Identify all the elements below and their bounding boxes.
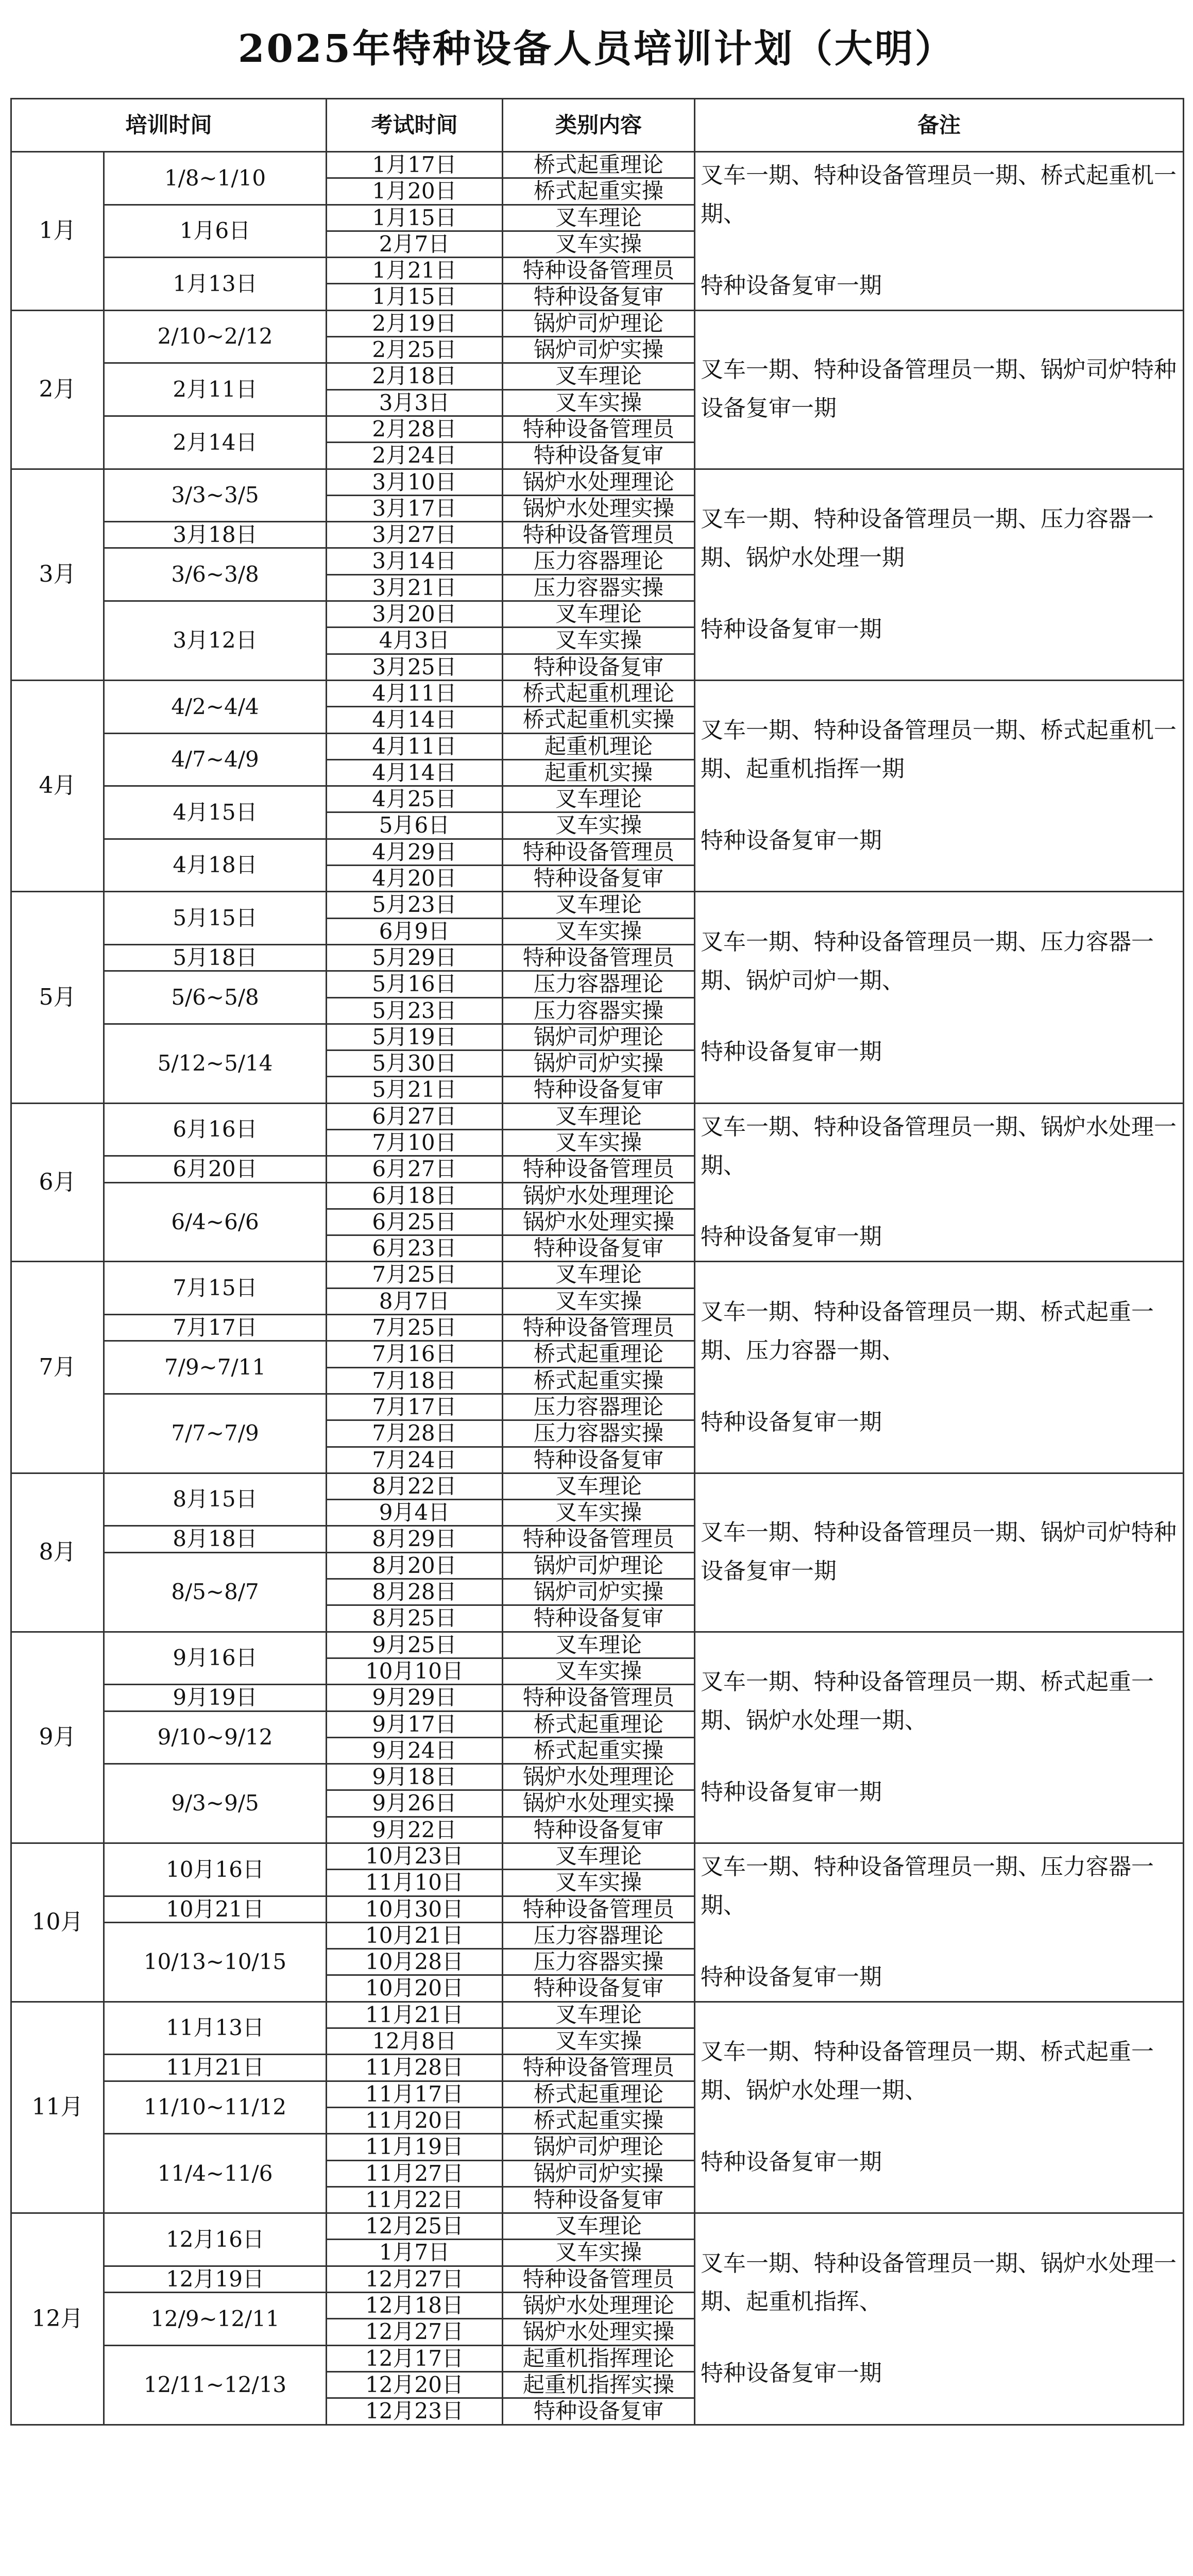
- exam-date-cell: 10月28日: [327, 1949, 503, 1975]
- exam-date-cell: 10月30日: [327, 1896, 503, 1922]
- notes-spacer: [701, 2110, 1178, 2143]
- notes-line: 叉车一期、特种设备管理员一期、桥式起重一期、锅炉水处理一期、: [701, 1669, 1154, 1734]
- category-cell: 特种设备复审: [503, 1975, 695, 2002]
- category-cell: 特种设备复审: [503, 654, 695, 680]
- category-cell: 特种设备管理员: [503, 2055, 695, 2081]
- category-cell: 压力容器理论: [503, 1922, 695, 1948]
- exam-date-cell: 1月15日: [327, 284, 503, 310]
- category-cell: 特种设备复审: [503, 866, 695, 892]
- exam-date-cell: 12月8日: [327, 2028, 503, 2055]
- training-time-cell: 10月21日: [104, 1896, 327, 1922]
- table-row: [11, 1262, 1184, 1288]
- category-cell: 锅炉司炉理论: [503, 1024, 695, 1050]
- notes-line: 叉车一期、特种设备管理员一期、桥式起重一期、锅炉水处理一期、: [701, 2039, 1154, 2104]
- table-row: [11, 680, 1184, 706]
- notes-line: 特种设备复审一期: [701, 616, 882, 642]
- training-time-cell: 2/10~2/12: [104, 310, 327, 363]
- table-row: [11, 892, 1184, 918]
- exam-date-cell: 2月19日: [327, 310, 503, 336]
- exam-date-cell: 8月20日: [327, 1552, 503, 1579]
- notes-spacer: [701, 1185, 1178, 1218]
- category-cell: 特种设备管理员: [503, 522, 695, 548]
- exam-date-cell: 10月20日: [327, 1975, 503, 2002]
- notes-cell: [695, 2213, 1184, 2425]
- notes-line: 叉车一期、特种设备管理员一期、桥式起重机一期、: [701, 162, 1177, 227]
- notes-spacer: [701, 1925, 1178, 1958]
- training-time-cell: 8月18日: [104, 1526, 327, 1552]
- header-notes: 备注: [695, 99, 1184, 152]
- notes-line: 叉车一期、特种设备管理员一期、锅炉司炉特种设备复审一期: [701, 1519, 1177, 1585]
- notes-spacer: [701, 1740, 1178, 1773]
- training-time-cell: 10月16日: [104, 1843, 327, 1896]
- category-cell: 特种设备复审: [503, 443, 695, 469]
- notes-cell: [695, 2002, 1184, 2213]
- training-time-cell: 4月15日: [104, 786, 327, 839]
- month-cell: 12月: [11, 2213, 104, 2425]
- exam-date-cell: 6月18日: [327, 1182, 503, 1209]
- exam-date-cell: 9月22日: [327, 1817, 503, 1843]
- exam-date-cell: 2月24日: [327, 443, 503, 469]
- category-cell: 叉车实操: [503, 1500, 695, 1526]
- training-time-cell: 9/3~9/5: [104, 1764, 327, 1843]
- exam-date-cell: 11月10日: [327, 1870, 503, 1896]
- notes-spacer: [701, 234, 1178, 267]
- exam-date-cell: 7月18日: [327, 1367, 503, 1394]
- category-cell: 特种设备管理员: [503, 1526, 695, 1552]
- category-cell: 锅炉司炉实操: [503, 337, 695, 363]
- exam-date-cell: 1月20日: [327, 178, 503, 205]
- exam-date-cell: 7月28日: [327, 1420, 503, 1447]
- notes-line: 叉车一期、特种设备管理员一期、桥式起重一期、压力容器一期、: [701, 1298, 1154, 1364]
- notes-spacer: [701, 578, 1178, 611]
- category-cell: 特种设备复审: [503, 2398, 695, 2425]
- exam-date-cell: 6月23日: [327, 1235, 503, 1262]
- notes-line: 叉车一期、特种设备管理员一期、压力容器一期、锅炉司炉一期、: [701, 928, 1154, 994]
- exam-date-cell: 12月27日: [327, 2266, 503, 2292]
- notes-cell: [695, 1103, 1184, 1262]
- exam-date-cell: 3月20日: [327, 601, 503, 628]
- training-time-cell: 7月15日: [104, 1262, 327, 1315]
- notes-spacer: [701, 789, 1178, 822]
- exam-date-cell: 12月18日: [327, 2293, 503, 2319]
- training-time-cell: 8月15日: [104, 1473, 327, 1526]
- training-time-cell: 12月16日: [104, 2213, 327, 2266]
- category-cell: 叉车实操: [503, 2240, 695, 2266]
- page-title: 2025年特种设备人员培训计划（大明）: [238, 27, 955, 71]
- category-cell: 特种设备复审: [503, 1235, 695, 1262]
- exam-date-cell: 6月25日: [327, 1209, 503, 1235]
- category-cell: 特种设备管理员: [503, 2266, 695, 2292]
- month-cell: 11月: [11, 2002, 104, 2213]
- training-time-cell: 2月14日: [104, 416, 327, 469]
- month-cell: 4月: [11, 680, 104, 891]
- month-cell: 6月: [11, 1103, 104, 1262]
- exam-date-cell: 4月14日: [327, 759, 503, 786]
- exam-date-cell: 7月10日: [327, 1129, 503, 1156]
- category-cell: 叉车实操: [503, 628, 695, 654]
- training-time-cell: 3/3~3/5: [104, 469, 327, 522]
- category-cell: 桥式起重实操: [503, 178, 695, 205]
- exam-date-cell: 7月25日: [327, 1315, 503, 1341]
- exam-date-cell: 6月27日: [327, 1156, 503, 1182]
- notes-line: 特种设备复审一期: [701, 1409, 882, 1435]
- notes-line: 叉车一期、特种设备管理员一期、锅炉司炉特种设备复审一期: [701, 357, 1177, 422]
- training-time-cell: 11/10~11/12: [104, 2081, 327, 2134]
- category-cell: 叉车实操: [503, 1288, 695, 1314]
- training-time-cell: 10/13~10/15: [104, 1922, 327, 2002]
- exam-date-cell: 8月7日: [327, 1288, 503, 1314]
- notes-line: 特种设备复审一期: [701, 272, 882, 299]
- category-cell: 桥式起重实操: [503, 1367, 695, 1394]
- category-cell: 特种设备管理员: [503, 416, 695, 442]
- notes-cell: [695, 469, 1184, 680]
- category-cell: 叉车理论: [503, 1262, 695, 1288]
- exam-date-cell: 7月24日: [327, 1447, 503, 1473]
- table-row: [11, 1632, 1184, 1658]
- category-cell: 特种设备复审: [503, 1077, 695, 1103]
- training-time-cell: 6/4~6/6: [104, 1182, 327, 1262]
- training-time-cell: 3月18日: [104, 522, 327, 548]
- exam-date-cell: 2月25日: [327, 337, 503, 363]
- notes-line: 特种设备复审一期: [701, 1039, 882, 1065]
- training-time-cell: 5月18日: [104, 944, 327, 971]
- exam-date-cell: 11月20日: [327, 2107, 503, 2133]
- category-cell: 桥式起重机实操: [503, 707, 695, 733]
- exam-date-cell: 11月21日: [327, 2002, 503, 2028]
- exam-date-cell: 9月29日: [327, 1685, 503, 1711]
- exam-date-cell: 4月20日: [327, 866, 503, 892]
- exam-date-cell: 12月17日: [327, 2345, 503, 2371]
- schedule-table: [10, 98, 1184, 2426]
- category-cell: 叉车实操: [503, 1870, 695, 1896]
- table-row: [11, 1103, 1184, 1129]
- exam-date-cell: 11月28日: [327, 2055, 503, 2081]
- header-category: 类别内容: [503, 99, 695, 152]
- exam-date-cell: 3月27日: [327, 522, 503, 548]
- category-cell: 压力容器理论: [503, 548, 695, 574]
- exam-date-cell: 2月18日: [327, 363, 503, 389]
- exam-date-cell: 3月3日: [327, 389, 503, 416]
- category-cell: 锅炉水处理实操: [503, 495, 695, 521]
- category-cell: 叉车实操: [503, 812, 695, 839]
- exam-date-cell: 1月15日: [327, 205, 503, 231]
- category-cell: 锅炉水处理理论: [503, 1182, 695, 1209]
- exam-date-cell: 1月7日: [327, 2240, 503, 2266]
- category-cell: 叉车理论: [503, 1103, 695, 1129]
- exam-date-cell: 5月19日: [327, 1024, 503, 1050]
- category-cell: 压力容器实操: [503, 997, 695, 1024]
- exam-date-cell: 5月16日: [327, 971, 503, 997]
- category-cell: 锅炉司炉实操: [503, 1579, 695, 1605]
- exam-date-cell: 4月25日: [327, 786, 503, 812]
- exam-date-cell: 3月10日: [327, 469, 503, 495]
- exam-date-cell: 9月26日: [327, 1790, 503, 1817]
- category-cell: 锅炉司炉理论: [503, 2134, 695, 2160]
- exam-date-cell: 3月21日: [327, 574, 503, 601]
- exam-date-cell: 4月29日: [327, 839, 503, 865]
- training-time-cell: 4/2~4/4: [104, 680, 327, 733]
- category-cell: 叉车理论: [503, 1632, 695, 1658]
- training-time-cell: 1/8~1/10: [104, 152, 327, 205]
- table-row: [11, 2002, 1184, 2028]
- category-cell: 特种设备复审: [503, 1447, 695, 1473]
- exam-date-cell: 8月29日: [327, 1526, 503, 1552]
- training-time-cell: 7/9~7/11: [104, 1341, 327, 1394]
- category-cell: 锅炉司炉实操: [503, 2160, 695, 2187]
- category-cell: 起重机理论: [503, 733, 695, 759]
- category-cell: 特种设备管理员: [503, 1315, 695, 1341]
- category-cell: 桥式起重理论: [503, 2081, 695, 2107]
- category-cell: 叉车实操: [503, 1129, 695, 1156]
- month-cell: 1月: [11, 152, 104, 311]
- exam-date-cell: 11月17日: [327, 2081, 503, 2107]
- category-cell: 叉车理论: [503, 786, 695, 812]
- category-cell: 特种设备复审: [503, 284, 695, 310]
- category-cell: 特种设备管理员: [503, 1685, 695, 1711]
- training-time-cell: 9月16日: [104, 1632, 327, 1685]
- exam-date-cell: 10月21日: [327, 1922, 503, 1948]
- notes-line: 叉车一期、特种设备管理员一期、压力容器一期、锅炉水处理一期: [701, 506, 1154, 571]
- category-cell: 叉车理论: [503, 2213, 695, 2240]
- exam-date-cell: 6月9日: [327, 918, 503, 944]
- exam-date-cell: 3月25日: [327, 654, 503, 680]
- exam-date-cell: 12月27日: [327, 2319, 503, 2345]
- exam-date-cell: 7月25日: [327, 1262, 503, 1288]
- category-cell: 特种设备管理员: [503, 258, 695, 284]
- category-cell: 锅炉水处理理论: [503, 469, 695, 495]
- notes-cell: [695, 1473, 1184, 1632]
- category-cell: 桥式起重实操: [503, 2107, 695, 2133]
- training-time-cell: 11/4~11/6: [104, 2134, 327, 2213]
- category-cell: 起重机实操: [503, 759, 695, 786]
- table-row: [11, 2213, 1184, 2240]
- exam-date-cell: 9月18日: [327, 1764, 503, 1790]
- exam-date-cell: 5月30日: [327, 1050, 503, 1077]
- training-time-cell: 11月13日: [104, 2002, 327, 2055]
- table-header-row: [11, 99, 1184, 152]
- category-cell: 叉车理论: [503, 363, 695, 389]
- category-cell: 压力容器实操: [503, 1949, 695, 1975]
- category-cell: 特种设备管理员: [503, 944, 695, 971]
- category-cell: 特种设备复审: [503, 1605, 695, 1632]
- training-time-cell: 9/10~9/12: [104, 1711, 327, 1764]
- notes-cell: [695, 1262, 1184, 1473]
- category-cell: 压力容器理论: [503, 1394, 695, 1420]
- category-cell: 特种设备复审: [503, 2187, 695, 2213]
- exam-date-cell: 2月7日: [327, 231, 503, 257]
- exam-date-cell: 9月17日: [327, 1711, 503, 1737]
- category-cell: 压力容器实操: [503, 574, 695, 601]
- month-cell: 8月: [11, 1473, 104, 1632]
- notes-line: 特种设备复审一期: [701, 1963, 882, 1990]
- exam-date-cell: 7月16日: [327, 1341, 503, 1367]
- exam-date-cell: 7月17日: [327, 1394, 503, 1420]
- exam-date-cell: 12月23日: [327, 2398, 503, 2425]
- month-cell: 3月: [11, 469, 104, 680]
- category-cell: 锅炉水处理理论: [503, 1764, 695, 1790]
- month-cell: 5月: [11, 892, 104, 1103]
- category-cell: 锅炉司炉理论: [503, 310, 695, 336]
- month-cell: 9月: [11, 1632, 104, 1843]
- category-cell: 叉车实操: [503, 389, 695, 416]
- exam-date-cell: 11月22日: [327, 2187, 503, 2213]
- category-cell: 锅炉水处理实操: [503, 1209, 695, 1235]
- notes-spacer: [701, 1370, 1178, 1403]
- notes-line: 特种设备复审一期: [701, 1778, 882, 1805]
- header-train-time: 培训时间: [11, 99, 327, 152]
- exam-date-cell: 5月21日: [327, 1077, 503, 1103]
- exam-date-cell: 11月27日: [327, 2160, 503, 2187]
- month-cell: 7月: [11, 1262, 104, 1473]
- header-exam-time: 考试时间: [327, 99, 503, 152]
- category-cell: 特种设备管理员: [503, 1156, 695, 1182]
- notes-line: 特种设备复审一期: [701, 2360, 882, 2387]
- category-cell: 叉车实操: [503, 918, 695, 944]
- exam-date-cell: 12月20日: [327, 2371, 503, 2398]
- notes-cell: [695, 1843, 1184, 2002]
- notes-line: 特种设备复审一期: [701, 2148, 882, 2175]
- exam-date-cell: 8月22日: [327, 1473, 503, 1499]
- category-cell: 桥式起重理论: [503, 152, 695, 178]
- category-cell: 桥式起重理论: [503, 1341, 695, 1367]
- notes-cell: [695, 1632, 1184, 1843]
- training-time-cell: 8/5~8/7: [104, 1552, 327, 1632]
- notes-line: 叉车一期、特种设备管理员一期、桥式起重机一期、起重机指挥一期: [701, 717, 1177, 783]
- exam-date-cell: 4月14日: [327, 707, 503, 733]
- exam-date-cell: 9月4日: [327, 1500, 503, 1526]
- notes-spacer: [701, 2321, 1178, 2354]
- exam-date-cell: 4月11日: [327, 733, 503, 759]
- category-cell: 锅炉水处理理论: [503, 2293, 695, 2319]
- notes-cell: [695, 310, 1184, 469]
- exam-date-cell: 5月29日: [327, 944, 503, 971]
- table-row: [11, 1473, 1184, 1499]
- training-time-cell: 4月18日: [104, 839, 327, 892]
- category-cell: 叉车理论: [503, 601, 695, 628]
- exam-date-cell: 3月14日: [327, 548, 503, 574]
- category-cell: 特种设备管理员: [503, 839, 695, 865]
- training-time-cell: 2月11日: [104, 363, 327, 416]
- category-cell: 叉车实操: [503, 231, 695, 257]
- notes-cell: [695, 152, 1184, 311]
- exam-date-cell: 10月23日: [327, 1843, 503, 1870]
- exam-date-cell: 4月3日: [327, 628, 503, 654]
- exam-date-cell: 4月11日: [327, 680, 503, 706]
- exam-date-cell: 11月19日: [327, 2134, 503, 2160]
- category-cell: 压力容器实操: [503, 1420, 695, 1447]
- exam-date-cell: 12月25日: [327, 2213, 503, 2240]
- table-row: [11, 152, 1184, 178]
- exam-date-cell: 1月17日: [327, 152, 503, 178]
- category-cell: 叉车理论: [503, 205, 695, 231]
- notes-cell: [695, 892, 1184, 1103]
- exam-date-cell: 10月10日: [327, 1658, 503, 1684]
- exam-date-cell: 9月25日: [327, 1632, 503, 1658]
- category-cell: 叉车理论: [503, 2002, 695, 2028]
- exam-date-cell: 2月28日: [327, 416, 503, 442]
- category-cell: 桥式起重机理论: [503, 680, 695, 706]
- training-time-cell: 7月17日: [104, 1315, 327, 1341]
- category-cell: 叉车理论: [503, 1843, 695, 1870]
- exam-date-cell: 3月17日: [327, 495, 503, 521]
- training-time-cell: 12/11~12/13: [104, 2345, 327, 2425]
- training-time-cell: 1月13日: [104, 258, 327, 311]
- category-cell: 起重机指挥实操: [503, 2371, 695, 2398]
- notes-cell: [695, 680, 1184, 891]
- notes-spacer: [701, 1000, 1178, 1033]
- category-cell: 桥式起重实操: [503, 1737, 695, 1764]
- training-time-cell: 11月21日: [104, 2055, 327, 2081]
- training-time-cell: 3/6~3/8: [104, 548, 327, 601]
- exam-date-cell: 1月21日: [327, 258, 503, 284]
- category-cell: 叉车实操: [503, 2028, 695, 2055]
- exam-date-cell: 5月6日: [327, 812, 503, 839]
- training-time-cell: 6月16日: [104, 1103, 327, 1156]
- notes-line: 叉车一期、特种设备管理员一期、锅炉水处理一期、: [701, 1113, 1177, 1179]
- month-cell: 2月: [11, 310, 104, 469]
- category-cell: 叉车理论: [503, 1473, 695, 1499]
- category-cell: 锅炉水处理实操: [503, 1790, 695, 1817]
- training-time-cell: 5月15日: [104, 892, 327, 945]
- training-time-cell: 5/12~5/14: [104, 1024, 327, 1103]
- training-time-cell: 12/9~12/11: [104, 2293, 327, 2346]
- exam-date-cell: 6月27日: [327, 1103, 503, 1129]
- table-row: [11, 1843, 1184, 1870]
- exam-date-cell: 5月23日: [327, 997, 503, 1024]
- table-row: [11, 310, 1184, 336]
- training-time-cell: 9月19日: [104, 1685, 327, 1711]
- category-cell: 起重机指挥理论: [503, 2345, 695, 2371]
- table-row: [11, 469, 1184, 495]
- schedule-body: [11, 152, 1184, 2425]
- training-time-cell: 4/7~4/9: [104, 733, 327, 786]
- exam-date-cell: 8月25日: [327, 1605, 503, 1632]
- category-cell: 叉车理论: [503, 892, 695, 918]
- category-cell: 锅炉司炉实操: [503, 1050, 695, 1077]
- training-time-cell: 1月6日: [104, 205, 327, 258]
- category-cell: 锅炉司炉理论: [503, 1552, 695, 1579]
- category-cell: 桥式起重理论: [503, 1711, 695, 1737]
- training-time-cell: 3月12日: [104, 601, 327, 681]
- notes-line: 特种设备复审一期: [701, 827, 882, 854]
- training-time-cell: 6月20日: [104, 1156, 327, 1182]
- exam-date-cell: 5月23日: [327, 892, 503, 918]
- notes-line: 特种设备复审一期: [701, 1224, 882, 1250]
- category-cell: 特种设备管理员: [503, 1896, 695, 1922]
- category-cell: 压力容器理论: [503, 971, 695, 997]
- category-cell: 叉车实操: [503, 1658, 695, 1684]
- notes-line: 叉车一期、特种设备管理员一期、压力容器一期、: [701, 1854, 1154, 1919]
- notes-line: 叉车一期、特种设备管理员一期、锅炉水处理一期、起重机指挥、: [701, 2250, 1177, 2315]
- exam-date-cell: 8月28日: [327, 1579, 503, 1605]
- training-time-cell: 7/7~7/9: [104, 1394, 327, 1473]
- month-cell: 10月: [11, 1843, 104, 2002]
- exam-date-cell: 9月24日: [327, 1737, 503, 1764]
- category-cell: 特种设备复审: [503, 1817, 695, 1843]
- training-time-cell: 12月19日: [104, 2266, 327, 2292]
- category-cell: 锅炉水处理实操: [503, 2319, 695, 2345]
- training-time-cell: 5/6~5/8: [104, 971, 327, 1024]
